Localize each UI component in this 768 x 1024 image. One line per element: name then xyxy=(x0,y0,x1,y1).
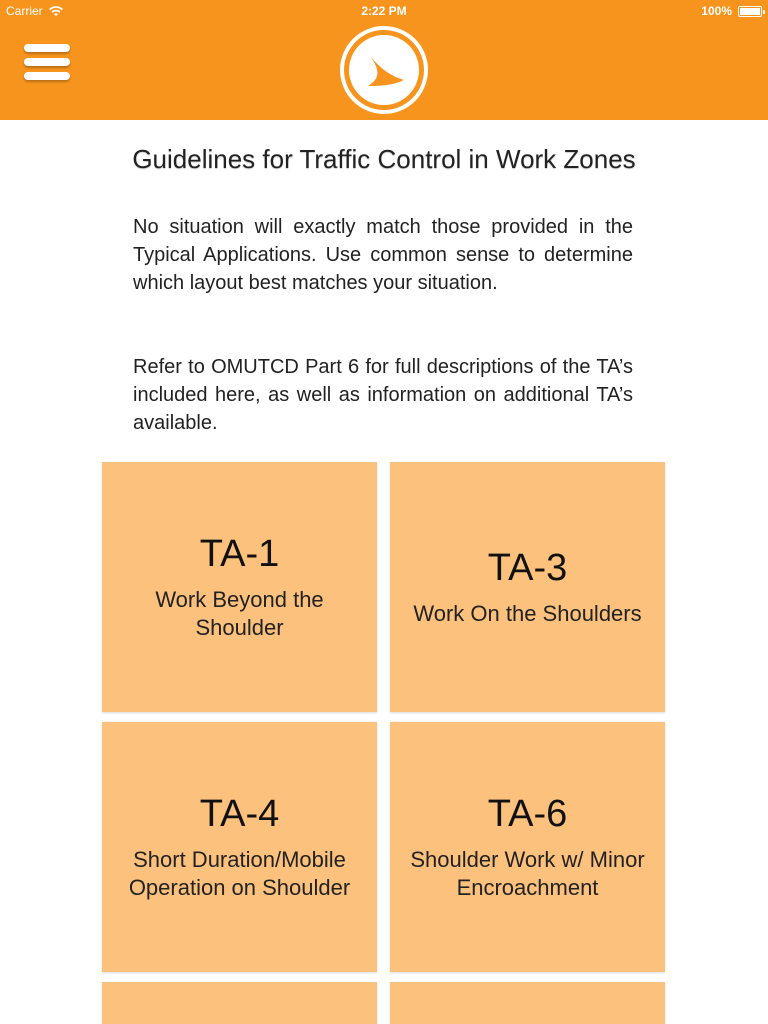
status-bar xyxy=(0,0,768,22)
intro-paragraph: No situation will exactly match those provided in the Typical Applications. Use common sense to determine which layout best matches your situation. xyxy=(133,216,633,294)
battery-percent: 100% xyxy=(701,4,732,18)
tile-ta-6[interactable] xyxy=(390,722,665,972)
tile-ta-4[interactable] xyxy=(102,722,377,972)
tile-code: TA-6 xyxy=(487,792,568,835)
carrier-label: Carrier xyxy=(6,4,43,18)
tile-code: TA-3 xyxy=(487,546,568,589)
tile-ta-3[interactable] xyxy=(390,462,665,712)
app-header xyxy=(0,0,768,120)
tile-description: Work Beyond the Shoulder xyxy=(155,586,324,640)
reference-paragraph: Refer to OMUTCD Part 6 for full descriptions of the TA’s included here, as well as information on additional TA’s available. xyxy=(133,356,633,434)
battery-icon xyxy=(738,6,762,17)
battery-level-fill xyxy=(740,8,760,15)
page-title: Guidelines for Traffic Control in Work Zones xyxy=(132,144,636,174)
tile-code: TA-4 xyxy=(199,792,280,835)
hamburger-menu-icon[interactable] xyxy=(24,44,70,86)
tile-description: Short Duration/Mobile Operation on Shoulder xyxy=(128,846,351,900)
tile-partial[interactable] xyxy=(390,982,665,1024)
status-time: 2:22 PM xyxy=(361,4,407,18)
tile-description: Work On the Shoulders xyxy=(413,600,642,626)
swoosh-logo-icon xyxy=(340,26,428,114)
tile-partial[interactable] xyxy=(102,982,377,1024)
tile-description: Shoulder Work w/ Minor Encroachment xyxy=(410,846,645,900)
battery-indicator xyxy=(701,4,762,18)
tile-ta-1[interactable] xyxy=(102,462,377,712)
tile-code: TA-1 xyxy=(199,532,280,575)
